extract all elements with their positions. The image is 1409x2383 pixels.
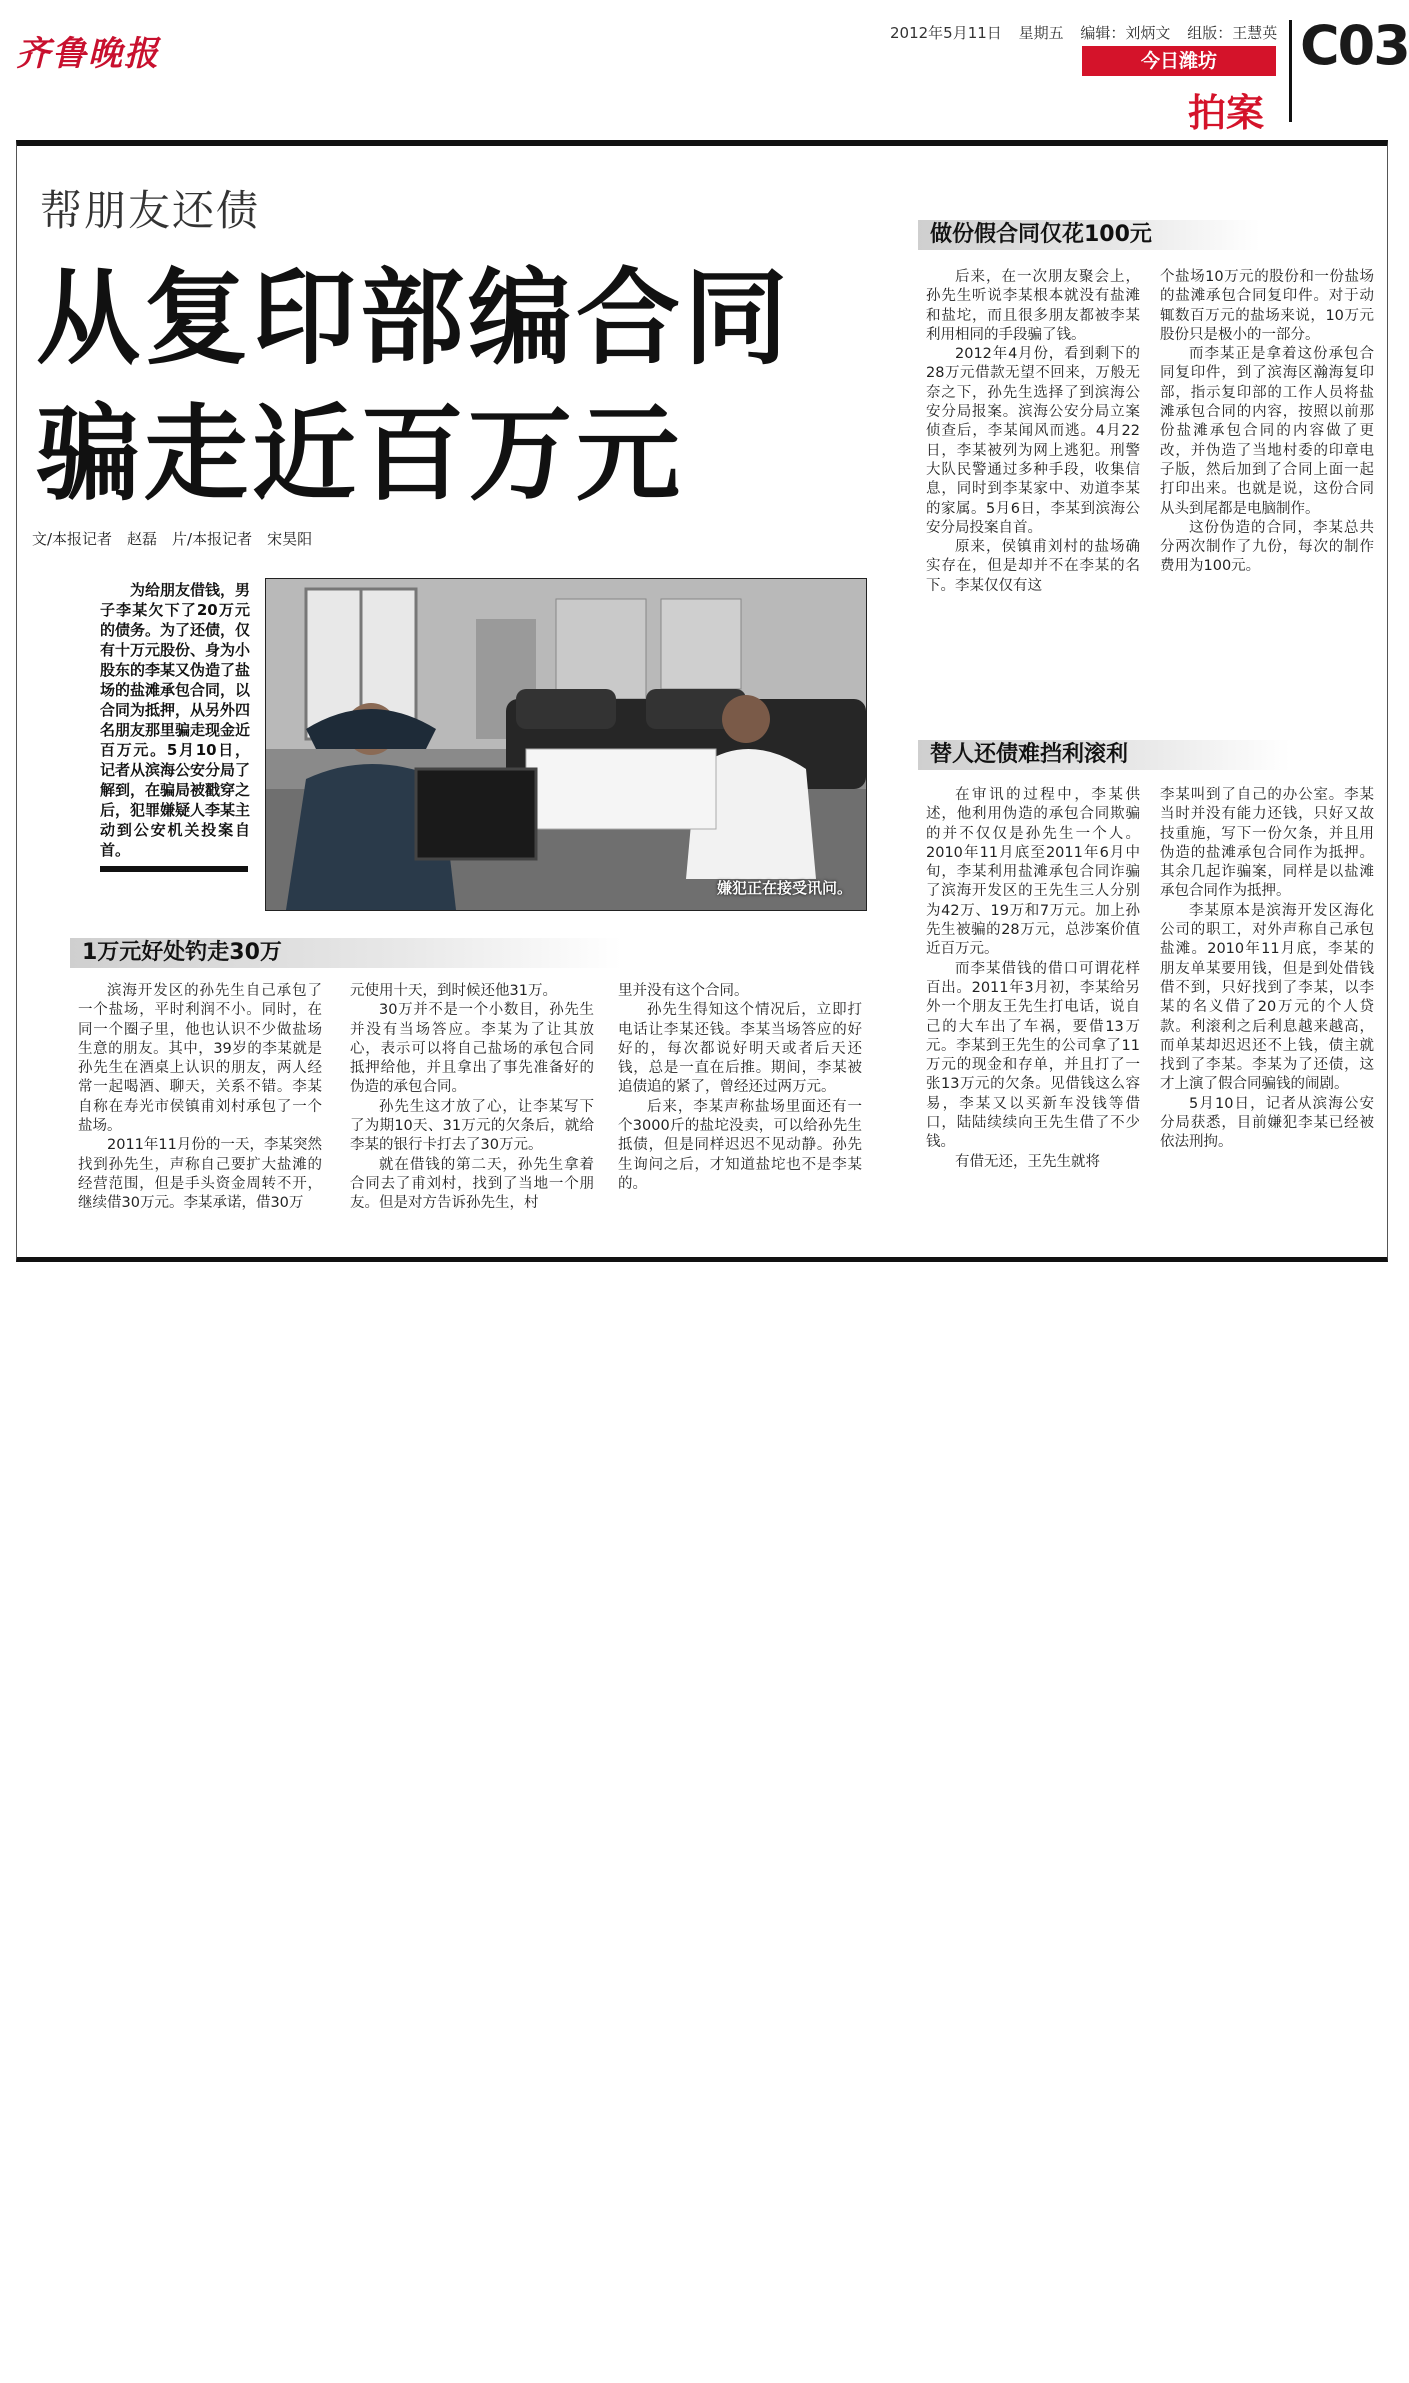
section1-subhead: 1万元好处钓走30万 xyxy=(70,938,622,968)
paragraph: 里并没有这个合同。 xyxy=(618,983,749,999)
page-number: C03 xyxy=(1300,14,1409,77)
article-byline: 文/本报记者 赵磊 片/本报记者 宋昊阳 xyxy=(32,530,313,548)
section3-col2 xyxy=(1160,786,1374,1153)
paragraph: 原来，侯镇甫刘村的盐场确实存在，但是却并不在李某的名下。李某仅仅有这 xyxy=(926,539,1140,594)
paragraph: 在审讯的过程中，李某供述，他利用伪造的承包合同欺骗的并不仅仅是孙先生一个人。2010年11月底至2011年6月中旬，李某利用盐滩承包合同诈骗了滨海开发区的王先生三人分别为42万、19万和7万元。加上孙先生被骗的28万元，总涉案价值近百万元。 xyxy=(926,787,1140,958)
lead-text: 为给朋友借钱，男子李某欠下了20万元的债务。为了还债，仅有十万元股份、身为小股东的李某又伪造了盐场的盐滩承包合同，以合同为抵押，从另外四名朋友那里骗走现金近百万元。5月10日，记者从滨海公安分局了解到，在骗局被戳穿之后，犯罪嫌疑人李某主动到公安机关投案自首。 xyxy=(100,581,251,859)
section1-col2 xyxy=(350,982,594,1214)
paragraph: 有借无还，王先生就将 xyxy=(955,1153,1100,1170)
masthead-divider xyxy=(1289,20,1292,122)
paragraph: 2011年11月份的一天，李某突然找到孙先生，声称自己要扩大盐滩的经营范围，但是手头资金周转不开，继续借30万元。李某承诺，借30万 xyxy=(78,1137,322,1212)
paragraph: 这份伪造的合同，李某总共分两次制作了九份，每次的制作费用为100元。 xyxy=(1160,519,1374,575)
paragraph: 李某原本是滨海开发区海化公司的职工，对外声称自己承包盐滩。2010年11月底，李某的朋友单某要用钱，但是到处借钱借不到，只好找到了李某，以李某的名义借了20万元的个人贷款。利滚利之后利息越来越高，而单某却迟迟还不上钱，债主就找到了李某。李某为了还债，这才上演了假合同骗钱的闹剧。 xyxy=(1160,902,1374,1093)
paragraph: 后来，在一次朋友聚会上，孙先生听说李某根本就没有盐滩和盐坨，而且很多朋友都被李某利用相同的手段骗了钱。 xyxy=(926,269,1140,343)
paragraph: 元使用十天，到时候还他31万。 xyxy=(350,983,557,999)
headline-line-2: 骗走近百万元 xyxy=(36,393,685,515)
photo-caption: 嫌犯正在接受讯问。 xyxy=(716,879,852,897)
section1-col1 xyxy=(78,982,322,1214)
paragraph: 而李某借钱的借口可谓花样百出。2011年3月初，李某给另外一个朋友王先生打电话，说自己的大车出了车祸，要借13万元。李某到王先生的公司拿了11万元的现金和存单，并且打了一张13万元的欠条。见借钱这么容易，李某又以买新车没钱等借口，陆陆续续向王先生借了不少钱。 xyxy=(926,960,1140,1151)
article-kicker: 帮朋友还债 xyxy=(40,186,261,235)
paragraph: 个盐场10万元的股份和一份盐场的盐滩承包合同复印件。对于动辄数百万元的盐场来说，10万元股份只是极小的一部分。 xyxy=(1160,269,1374,343)
paragraph: 2012年4月份，看到剩下的28万元借款无望不回来，万般无奈之下，孙先生选择了到滨海公安分局报案。滨海公安分局立案侦查后，李某闻风而逃。4月22日，李某被列为网上逃犯。刑警大队民警通过多种手段，收集信息，同时到李某家中、劝道李某的家属。5月6日，李某到滨海公安分局投案自首。 xyxy=(926,346,1140,536)
headline-line-1: 从复印部编合同 xyxy=(36,257,793,379)
paragraph: 而李某正是拿着这份承包合同复印件，到了滨海区瀚海复印部，指示复印部的工作人员将盐滩承包合同的内容，按照以前那份盐滩承包合同的内容做了更改，并伪造了当地村委的印章电子版，然后加到了合同上面一起打印出来。也就是说，这份合同从头到尾都是电脑制作。 xyxy=(1160,346,1374,517)
section1-col3 xyxy=(618,982,862,1194)
paragraph: 5月10日，记者从滨海公安分局获悉，目前嫌犯李某已经被依法刑拘。 xyxy=(1160,1095,1374,1151)
paragraph: 孙先生这才放了心，让李某写下了为期10天、31万元的欠条后，就给李某的银行卡打去了30万元。 xyxy=(350,1098,594,1154)
section-subtitle: 拍案 xyxy=(1188,91,1265,135)
article-photo xyxy=(265,578,867,911)
paragraph: 李某叫到了自己的办公室。李某当时并没有能力还钱，只好又故技重施，写下一份欠条，并且用伪造的盐滩承包合同作为抵押。其余几起诈骗案，同样是以盐滩承包合同作为抵押。 xyxy=(1160,787,1374,900)
newspaper-logo: 齐鲁晚报 xyxy=(16,34,160,74)
paragraph: 孙先生得知这个情况后，立即打电话让李某还钱。李某当场答应的好好的，每次都说好明天或者后天还钱，总是一直在后推。期间，李某被追债追的紧了，曾经还过两万元。 xyxy=(618,1002,862,1096)
section2-col1 xyxy=(926,268,1140,596)
section-tab: 今日潍坊 xyxy=(1082,46,1276,76)
section2-subhead: 做份假合同仅花100元 xyxy=(918,220,1260,250)
paragraph: 滨海开发区的孙先生自己承包了一个盐场，平时利润不小。同时，在同一个圈子里，他也认识不少做盐场生意的朋友。其中，39岁的李某就是孙先生在酒桌上认识的朋友，两人经常一起喝酒、聊天，关系不错。李某自称在寿光市侯镇甫刘村承包了一个盐场。 xyxy=(78,983,322,1135)
issue-date: 2012年5月11日 xyxy=(890,24,1002,42)
layout-credit: 组版：王慧英 xyxy=(1187,24,1278,42)
section3-subhead: 替人还债难挡利滚利 xyxy=(918,740,1290,770)
issue-weekday: 星期五 xyxy=(1018,24,1064,42)
paragraph: 后来，李某声称盐场里面还有一个3000斤的盐坨没卖，可以给孙先生抵债，但是同样迟迟不见动静。孙先生询问之后，才知道盐坨也不是李某的。 xyxy=(618,1098,862,1192)
editor-credit: 编辑：刘炳文 xyxy=(1080,24,1171,42)
article-lead xyxy=(100,580,250,860)
paragraph: 就在借钱的第二天，孙先生拿着合同去了甫刘村，找到了当地一个朋友。但是对方告诉孙先生，村 xyxy=(350,1156,594,1212)
article-headline xyxy=(36,250,792,522)
lead-rule xyxy=(100,866,248,872)
photo-illustration xyxy=(266,579,866,910)
section2-col2 xyxy=(1160,268,1374,577)
paragraph: 30万并不是一个小数目，孙先生并没有当场答应。李某为了让其放心，表示可以将自己盐场的承包合同抵押给他，并且拿出了事先准备好的伪造的承包合同。 xyxy=(350,1002,594,1096)
section3-col1 xyxy=(926,786,1140,1172)
issue-meta xyxy=(890,22,1289,43)
